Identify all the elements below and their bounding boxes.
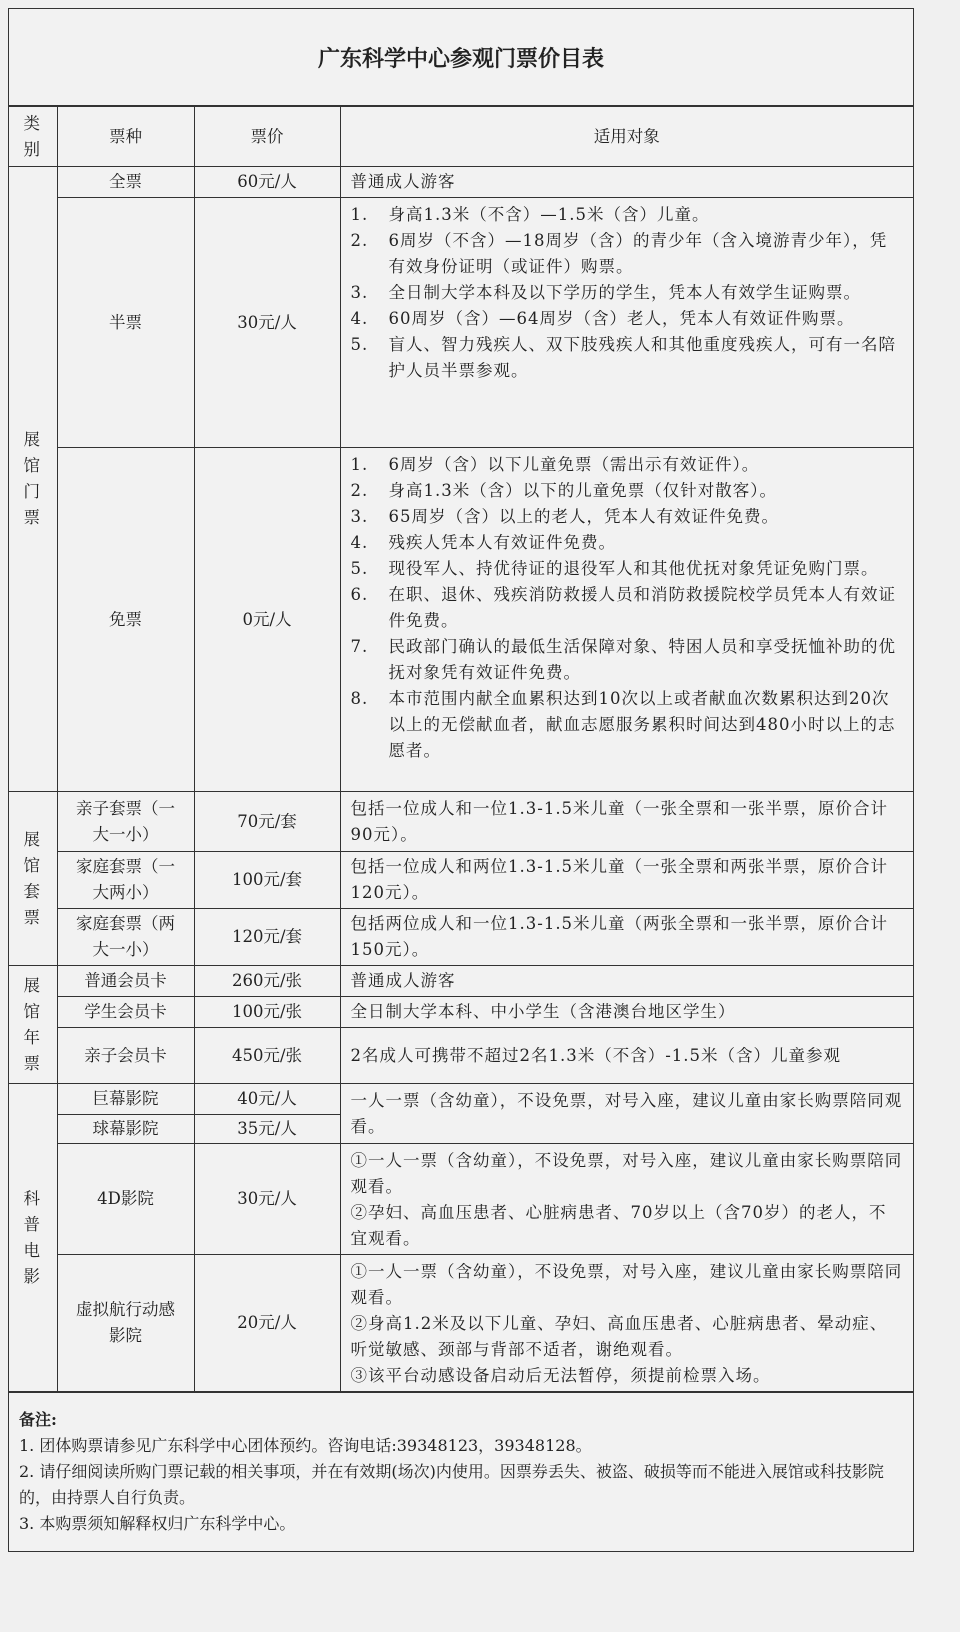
list-text: ①一人一票（含幼童），不设免票，对号入座，建议儿童由家长购票陪同观看。	[350, 1262, 903, 1307]
ticket-type-cell: 免票	[57, 448, 194, 792]
list-number: 1.	[350, 455, 369, 474]
list-number: 2.	[350, 231, 369, 250]
list-number: 5.	[350, 335, 369, 354]
target-cell: 包括一位成人和一位1.3-1.5米儿童（一张全票和一张半票，原价合计90元）。	[340, 792, 913, 852]
list-text: 身高1.3米（含）以下的儿童免票（仅针对散客）。	[388, 481, 777, 500]
target-list-item	[351, 1148, 904, 1200]
list-number: 4.	[350, 309, 369, 328]
target-list-item	[351, 1200, 904, 1252]
target-list-item	[351, 1311, 904, 1363]
list-text: 在职、退休、残疾消防救援人员和消防救援院校学员凭本人有效证件免费。	[388, 585, 896, 630]
table-row	[9, 448, 913, 792]
target-list-item	[351, 306, 904, 332]
notes-heading: 备注:	[19, 1410, 57, 1429]
price-cell: 450元/张	[194, 1028, 340, 1084]
target-list	[351, 1259, 904, 1389]
category-cell: 展馆套票	[9, 792, 57, 966]
table-row	[9, 997, 913, 1028]
target-cell: 一人一票（含幼童），不设免票，对号入座，建议儿童由家长购票陪同观看。	[340, 1084, 913, 1144]
ticket-type-cell: 普通会员卡	[57, 966, 194, 997]
list-number: 3.	[350, 507, 369, 526]
target-list-item	[351, 280, 904, 306]
price-cell: 20元/人	[194, 1255, 340, 1392]
target-list-item	[351, 634, 904, 686]
target-cell: 普通成人游客	[340, 966, 913, 997]
target-cell	[340, 448, 913, 792]
target-cell: 包括一位成人和两位1.3-1.5米儿童（一张全票和两张半票，原价合计120元）。	[340, 852, 913, 909]
ticket-type-cell: 学生会员卡	[57, 997, 194, 1028]
list-number: 8.	[350, 689, 369, 708]
price-cell: 260元/张	[194, 966, 340, 997]
document-title: 广东科学中心参观门票价目表	[9, 9, 913, 106]
target-list-item	[351, 530, 904, 556]
header-row	[9, 107, 913, 167]
list-number: 3.	[350, 283, 369, 302]
target-cell	[340, 198, 913, 448]
price-cell: 35元/人	[194, 1115, 340, 1144]
target-cell: 包括两位成人和一位1.3-1.5米儿童（两张全票和一张半票，原价合计150元）。	[340, 909, 913, 966]
target-list-item	[351, 202, 904, 228]
list-text: 65周岁（含）以上的老人，凭本人有效证件免费。	[388, 507, 779, 526]
list-text: 6周岁（含）以下儿童免票（需出示有效证件）。	[388, 455, 760, 474]
table-row	[9, 792, 913, 852]
list-text: 本市范围内献全血累积达到10次以上或者献血次数累积达到20次以上的无偿献血者，献血志愿服务累积时间达到480小时以上的志愿者。	[388, 689, 896, 760]
ticket-type-cell: 家庭套票（一大两小）	[57, 852, 194, 909]
list-number: 1.	[350, 205, 369, 224]
target-list-item	[351, 332, 904, 384]
ticket-type-cell: 亲子会员卡	[57, 1028, 194, 1084]
ticket-type-cell: 家庭套票（两大一小）	[57, 909, 194, 966]
note-item: 2. 请仔细阅读所购门票记载的相关事项，并在有效期(场次)内使用。因票券丢失、被盗、破损等而不能进入展馆或科技影院的，由持票人自行负责。	[19, 1462, 884, 1507]
category-cell: 展馆门票	[9, 167, 57, 792]
price-cell: 70元/套	[194, 792, 340, 852]
category-cell: 科普电影	[9, 1084, 57, 1392]
target-list	[351, 452, 904, 764]
target-cell: 普通成人游客	[340, 167, 913, 198]
category-cell: 展馆年票	[9, 966, 57, 1084]
target-cell: 全日制大学本科、中小学生（含港澳台地区学生）	[340, 997, 913, 1028]
list-text: ③该平台动感设备启动后无法暂停，须提前检票入场。	[350, 1366, 771, 1385]
target-list-item	[351, 452, 904, 478]
table-row	[9, 1028, 913, 1084]
list-text: ①一人一票（含幼童），不设免票，对号入座，建议儿童由家长购票陪同观看。	[350, 1151, 903, 1196]
list-number: 7.	[350, 637, 369, 656]
list-number: 6.	[350, 585, 369, 604]
price-table	[9, 106, 913, 1392]
target-list-item	[351, 1363, 904, 1389]
list-text: 现役军人、持优待证的退役军人和其他优抚对象凭证免购门票。	[388, 559, 879, 578]
header-type: 票种	[57, 107, 194, 167]
table-row	[9, 198, 913, 448]
price-cell: 40元/人	[194, 1084, 340, 1115]
table-row	[9, 1084, 913, 1115]
ticket-type-cell: 巨幕影院	[57, 1084, 194, 1115]
notes-section	[9, 1392, 913, 1551]
ticket-type-cell: 亲子套票（一大一小）	[57, 792, 194, 852]
ticket-type-cell: 全票	[57, 167, 194, 198]
list-text: 身高1.3米（不含）—1.5米（含）儿童。	[388, 205, 710, 224]
table-row	[9, 167, 913, 198]
target-list	[351, 1148, 904, 1252]
ticket-type-cell: 虚拟航行动感影院	[57, 1255, 194, 1392]
target-cell	[340, 1255, 913, 1392]
list-text: 全日制大学本科及以下学历的学生，凭本人有效学生证购票。	[388, 283, 861, 302]
list-text: 盲人、智力残疾人、双下肢残疾人和其他重度残疾人，可有一名陪护人员半票参观。	[388, 335, 896, 380]
table-row	[9, 966, 913, 997]
table-row	[9, 1144, 913, 1255]
target-cell	[340, 1144, 913, 1255]
ticket-type-cell: 球幕影院	[57, 1115, 194, 1144]
price-cell: 120元/套	[194, 909, 340, 966]
target-list-item	[351, 686, 904, 764]
table-row	[9, 1255, 913, 1392]
ticket-price-document	[8, 8, 914, 1552]
note-item: 1. 团体购票请参见广东科学中心团体预约。咨询电话:39348123，39348128。	[19, 1436, 592, 1455]
target-list-item	[351, 556, 904, 582]
header-price: 票价	[194, 107, 340, 167]
list-text: 6周岁（不含）—18周岁（含）的青少年（含入境游青少年），凭有效身份证明（或证件）购票。	[388, 231, 888, 276]
price-cell: 100元/套	[194, 852, 340, 909]
target-list-item	[351, 478, 904, 504]
list-text: ②孕妇、高血压患者、心脏病患者、70岁以上（含70岁）的老人，不宜观看。	[350, 1203, 887, 1248]
list-number: 4.	[350, 533, 369, 552]
header-category: 类别	[9, 107, 57, 167]
ticket-type-cell: 半票	[57, 198, 194, 448]
list-text: 残疾人凭本人有效证件免费。	[388, 533, 616, 552]
list-text: 60周岁（含）—64周岁（含）老人，凭本人有效证件购票。	[388, 309, 855, 328]
list-text: ②身高1.2米及以下儿童、孕妇、高血压患者、心脏病患者、晕动症、听觉敏感、颈部与背部不适者，谢绝观看。	[350, 1314, 888, 1359]
target-list	[351, 202, 904, 384]
price-cell: 30元/人	[194, 1144, 340, 1255]
target-cell: 2名成人可携带不超过2名1.3米（不含）-1.5米（含）儿童参观	[340, 1028, 913, 1084]
price-cell: 100元/张	[194, 997, 340, 1028]
ticket-type-cell: 4D影院	[57, 1144, 194, 1255]
table-row	[9, 852, 913, 909]
note-item: 3. 本购票须知解释权归广东科学中心。	[19, 1514, 296, 1533]
list-number: 5.	[350, 559, 369, 578]
target-list-item	[351, 504, 904, 530]
list-number: 2.	[350, 481, 369, 500]
table-row	[9, 909, 913, 966]
target-list-item	[351, 582, 904, 634]
header-target: 适用对象	[340, 107, 913, 167]
price-cell: 30元/人	[194, 198, 340, 448]
price-cell: 60元/人	[194, 167, 340, 198]
list-text: 民政部门确认的最低生活保障对象、特困人员和享受抚恤补助的优抚对象凭有效证件免费。	[388, 637, 896, 682]
price-cell: 0元/人	[194, 448, 340, 792]
target-list-item	[351, 1259, 904, 1311]
target-list-item	[351, 228, 904, 280]
